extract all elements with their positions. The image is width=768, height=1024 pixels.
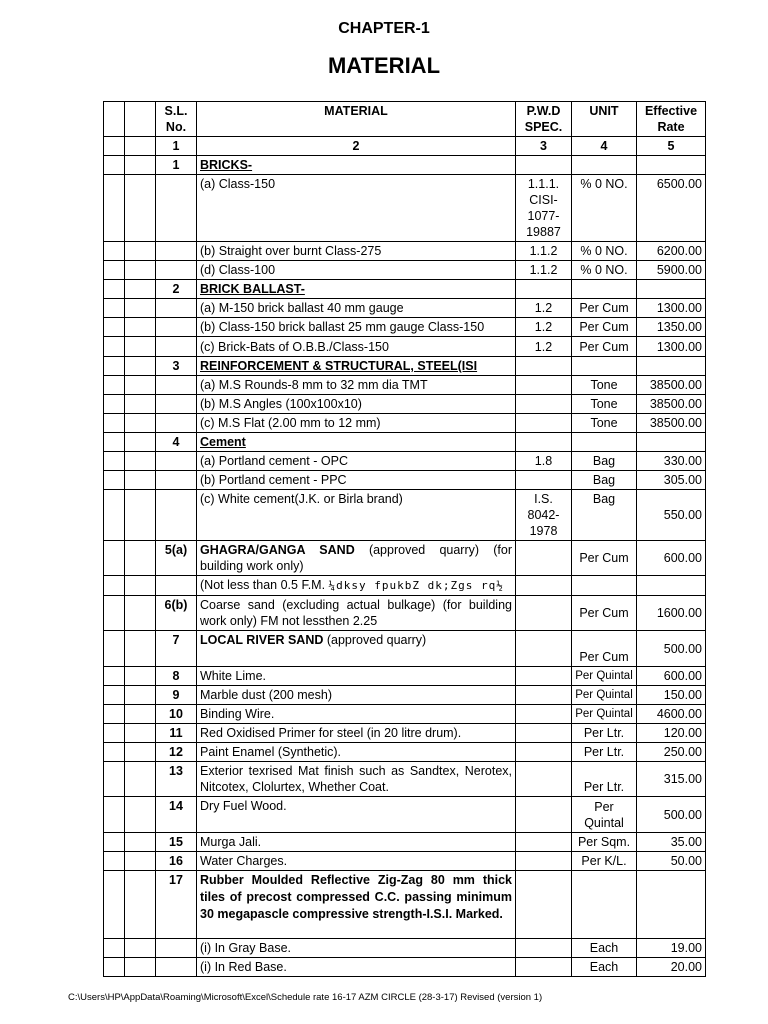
table-row — [104, 797, 706, 833]
item-rate: 250.00 — [637, 743, 706, 762]
item-rate: 500.00 — [637, 797, 706, 833]
column-number-row — [104, 137, 706, 156]
table-row — [104, 261, 706, 280]
item-unit: Tone — [572, 414, 637, 433]
sl-no: 9 — [156, 686, 197, 705]
item-rate: 550.00 — [637, 490, 706, 541]
item-unit: Per Cum — [572, 631, 637, 667]
item-unit: Per Quintal — [572, 797, 637, 833]
table-row — [104, 414, 706, 433]
item-desc: (a) M.S Rounds-8 mm to 32 mm dia TMT — [197, 376, 516, 395]
item-rate: 305.00 — [637, 471, 706, 490]
item-desc: Marble dust (200 mesh) — [197, 686, 516, 705]
table-row — [104, 280, 706, 299]
table-row — [104, 337, 706, 357]
table-row — [104, 541, 706, 576]
table-row — [104, 242, 706, 261]
table-header-row — [104, 102, 706, 137]
header-spec: P.W.D SPEC. — [516, 102, 572, 137]
item-unit: Per Ltr. — [572, 762, 637, 797]
item-unit: Bag — [572, 471, 637, 490]
item-desc: (c) White cement(J.K. or Birla brand) — [197, 490, 516, 541]
colnum-4: 4 — [572, 137, 637, 156]
item-desc: (i) In Red Base. — [197, 958, 516, 977]
item-desc: Rubber Moulded Reflective Zig-Zag 80 mm thick tiles of precost compressed C.C. passing minimum 30 megapascle compressive strength-I.S.I. Marked. — [197, 871, 516, 939]
table-row — [104, 667, 706, 686]
item-unit: Per Cum — [572, 318, 637, 337]
item-desc: (b) M.S Angles (100x100x10) — [197, 395, 516, 414]
page-title: MATERIAL — [327, 53, 441, 78]
colnum-3: 3 — [516, 137, 572, 156]
item-desc: (b) Portland cement - PPC — [197, 471, 516, 490]
table-row — [104, 833, 706, 852]
item-rate: 330.00 — [637, 452, 706, 471]
sl-no: 4 — [156, 433, 197, 452]
item-unit: Per Cum — [572, 541, 637, 576]
table-row — [104, 433, 706, 452]
item-rate: 38500.00 — [637, 414, 706, 433]
item-desc: Coarse sand (excluding actual bulkage) (for building work only) FM not lessthen 2.25 — [197, 596, 516, 631]
colnum-2: 2 — [197, 137, 516, 156]
table-row — [104, 631, 706, 667]
item-spec: 1.8 — [516, 452, 572, 471]
sl-no: 12 — [156, 743, 197, 762]
item-unit: % 0 NO. — [572, 261, 637, 280]
table-row — [104, 395, 706, 414]
table-row — [104, 958, 706, 977]
item-rate: 500.00 — [637, 631, 706, 667]
item-desc: (b) Straight over burnt Class-275 — [197, 242, 516, 261]
item-desc: (i) In Gray Base. — [197, 939, 516, 958]
table-row — [104, 376, 706, 395]
section-title: Cement — [200, 435, 246, 449]
table-row — [104, 762, 706, 797]
item-desc: (a) M-150 brick ballast 40 mm gauge — [197, 299, 516, 318]
sl-no: 6(b) — [156, 596, 197, 631]
item-desc: (approved quarry) (for building work only) — [200, 543, 512, 573]
item-unit: Per Sqm. — [572, 833, 637, 852]
sl-no: 14 — [156, 797, 197, 833]
item-unit: Per Quintal — [572, 686, 637, 705]
colnum-5: 5 — [637, 137, 706, 156]
section-title: BRICKS- — [200, 158, 253, 172]
table-row — [104, 596, 706, 631]
item-spec: 1.1.2 — [516, 261, 572, 280]
sl-no: 8 — [156, 667, 197, 686]
item-rate: 38500.00 — [637, 395, 706, 414]
item-rate: 1300.00 — [637, 299, 706, 318]
sl-no: 11 — [156, 724, 197, 743]
item-rate: 1600.00 — [637, 596, 706, 631]
item-rate: 600.00 — [637, 541, 706, 576]
section-title: REINFORCEMENT & STRUCTURAL, STEEL(ISI — [200, 359, 478, 373]
item-desc: Water Charges. — [197, 852, 516, 871]
table-row — [104, 490, 706, 541]
sl-no: 3 — [156, 357, 197, 376]
sl-no: 5(a) — [156, 541, 197, 576]
item-rate: 1300.00 — [637, 337, 706, 357]
table-row — [104, 156, 706, 175]
item-unit: Per Quintal — [572, 667, 637, 686]
item-unit: Per Ltr. — [572, 724, 637, 743]
item-unit: % 0 NO. — [572, 175, 637, 242]
table-row — [104, 852, 706, 871]
item-rate: 1350.00 — [637, 318, 706, 337]
file-path-footer: C:\Users\HP\AppData\Roaming\Microsoft\Excel\Schedule rate 16-17 AZM CIRCLE (28-3-17) Revised (version 1) — [68, 992, 543, 1003]
item-unit: % 0 NO. — [572, 242, 637, 261]
item-rate: 315.00 — [637, 762, 706, 797]
header-sl: S.L. No. — [156, 102, 197, 137]
colnum-1: 1 — [156, 137, 197, 156]
item-unit: Per Cum — [572, 337, 637, 357]
item-unit: Per K/L. — [572, 852, 637, 871]
sl-no: 10 — [156, 705, 197, 724]
sl-no: 17 — [156, 871, 197, 939]
item-name: LOCAL RIVER SAND — [200, 633, 324, 647]
item-rate: 6200.00 — [637, 242, 706, 261]
item-desc: Red Oxidised Primer for steel (in 20 litre drum). — [197, 724, 516, 743]
item-unit: Per Cum — [572, 596, 637, 631]
table-row — [104, 686, 706, 705]
item-rate: 150.00 — [637, 686, 706, 705]
item-spec: I.S. 8042-1978 — [516, 490, 572, 541]
item-desc: (c) M.S Flat (2.00 mm to 12 mm) — [197, 414, 516, 433]
item-spec: 1.1.1. CISI-1077-19887 — [516, 175, 572, 242]
item-rate: 5900.00 — [637, 261, 706, 280]
header-unit: UNIT — [572, 102, 637, 137]
item-desc: (c) Brick-Bats of O.B.B./Class-150 — [197, 337, 516, 357]
item-spec: 1.2 — [516, 318, 572, 337]
item-unit: Per Cum — [572, 299, 637, 318]
item-desc: Binding Wire. — [197, 705, 516, 724]
item-unit: Tone — [572, 395, 637, 414]
item-rate: 6500.00 — [637, 175, 706, 242]
chapter-heading: CHAPTER-1 — [338, 20, 430, 37]
item-desc: (Not less than 0.5 F.M. — [200, 578, 326, 592]
item-desc: White Lime. — [197, 667, 516, 686]
item-rate: 20.00 — [637, 958, 706, 977]
table-row — [104, 705, 706, 724]
sl-no: 15 — [156, 833, 197, 852]
table-row — [104, 576, 706, 596]
table-row — [104, 743, 706, 762]
item-desc: (a) Class-150 — [197, 175, 516, 242]
item-spec: 1.2 — [516, 337, 572, 357]
item-unit: Per Quintal — [572, 705, 637, 724]
item-name: GHAGRA/GANGA SAND — [200, 543, 355, 557]
item-rate: 35.00 — [637, 833, 706, 852]
header-rate: Effective Rate — [637, 102, 706, 137]
item-unit: Tone — [572, 376, 637, 395]
item-desc: Exterior texrised Mat finish such as Sandtex, Nerotex, Nitcotex, Clolurtex, Whether Coat. — [197, 762, 516, 797]
item-unit: Bag — [572, 452, 637, 471]
material-rate-table — [103, 101, 706, 977]
item-desc: (d) Class-100 — [197, 261, 516, 280]
item-rate: 50.00 — [637, 852, 706, 871]
section-title: BRICK BALLAST- — [200, 282, 305, 296]
table-row — [104, 357, 706, 376]
item-unit: Each — [572, 958, 637, 977]
item-desc: Murga Jali. — [197, 833, 516, 852]
item-rate: 120.00 — [637, 724, 706, 743]
table-row — [104, 939, 706, 958]
item-unit: Each — [572, 939, 637, 958]
item-rate: 19.00 — [637, 939, 706, 958]
item-spec: 1.2 — [516, 299, 572, 318]
header-material: MATERIAL — [197, 102, 516, 137]
table-row — [104, 471, 706, 490]
item-desc: Dry Fuel Wood. — [197, 797, 516, 833]
item-rate: 38500.00 — [637, 376, 706, 395]
table-row — [104, 318, 706, 337]
table-row — [104, 175, 706, 242]
item-rate: 600.00 — [637, 667, 706, 686]
item-desc: (approved quarry) — [323, 633, 427, 647]
item-desc: (b) Class-150 brick ballast 25 mm gauge Class-150 — [197, 318, 516, 337]
sl-no: 7 — [156, 631, 197, 667]
item-note-glyphs: ¼dksy fpukbZ dk;Zgs rq½ — [328, 579, 504, 592]
item-desc: (a) Portland cement - OPC — [197, 452, 516, 471]
table-row — [104, 299, 706, 318]
table-row — [104, 724, 706, 743]
table-row — [104, 452, 706, 471]
item-unit: Per Ltr. — [572, 743, 637, 762]
sl-no: 13 — [156, 762, 197, 797]
item-desc: Paint Enamel (Synthetic). — [197, 743, 516, 762]
item-spec: 1.1.2 — [516, 242, 572, 261]
item-rate: 4600.00 — [637, 705, 706, 724]
sl-no: 2 — [156, 280, 197, 299]
sl-no: 16 — [156, 852, 197, 871]
item-unit: Bag — [572, 490, 637, 541]
table-row — [104, 871, 706, 939]
sl-no: 1 — [156, 156, 197, 175]
